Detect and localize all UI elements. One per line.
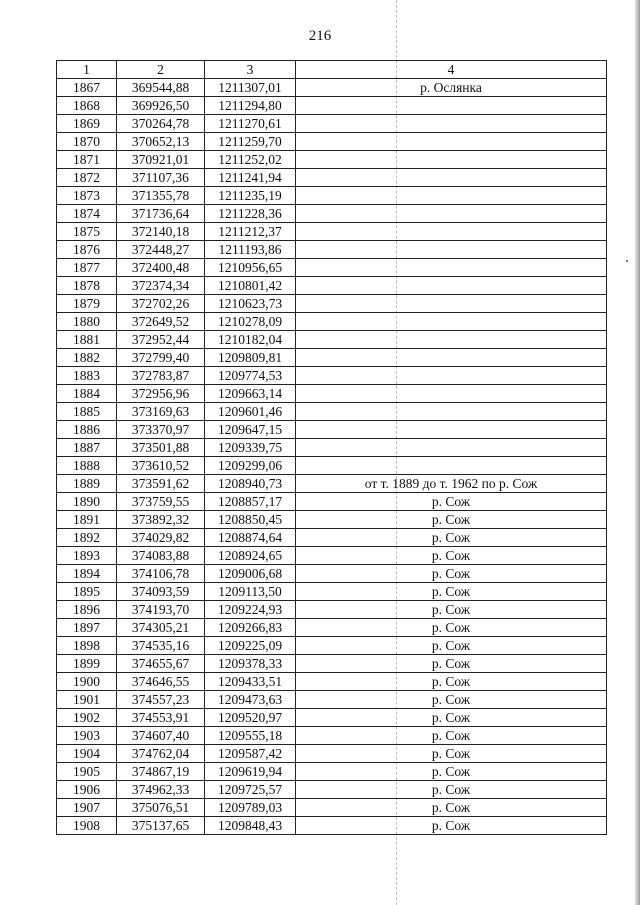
cell-description: р. Сож <box>296 655 607 673</box>
cell-description <box>296 385 607 403</box>
cell-x-coordinate: 373370,97 <box>117 421 205 439</box>
cell-point-number: 1886 <box>57 421 117 439</box>
cell-point-number: 1873 <box>57 187 117 205</box>
table-row <box>57 241 607 259</box>
cell-point-number: 1874 <box>57 205 117 223</box>
cell-x-coordinate: 372448,27 <box>117 241 205 259</box>
table-row <box>57 133 607 151</box>
table-row <box>57 439 607 457</box>
header-point-number: 1 <box>57 61 117 79</box>
cell-y-coordinate: 1209789,03 <box>205 799 296 817</box>
cell-description: р. Сож <box>296 817 607 835</box>
cell-point-number: 1906 <box>57 781 117 799</box>
cell-x-coordinate: 372783,87 <box>117 367 205 385</box>
table-row <box>57 727 607 745</box>
cell-y-coordinate: 1211270,61 <box>205 115 296 133</box>
cell-description: р. Сож <box>296 709 607 727</box>
cell-y-coordinate: 1209520,97 <box>205 709 296 727</box>
cell-description <box>296 349 607 367</box>
cell-description: р. Сож <box>296 691 607 709</box>
table-row <box>57 637 607 655</box>
cell-y-coordinate: 1210278,09 <box>205 313 296 331</box>
cell-point-number: 1868 <box>57 97 117 115</box>
cell-description <box>296 115 607 133</box>
table-row <box>57 529 607 547</box>
table-row <box>57 403 607 421</box>
cell-point-number: 1896 <box>57 601 117 619</box>
cell-x-coordinate: 372649,52 <box>117 313 205 331</box>
cell-point-number: 1875 <box>57 223 117 241</box>
table-row <box>57 367 607 385</box>
cell-y-coordinate: 1209473,63 <box>205 691 296 709</box>
cell-point-number: 1890 <box>57 493 117 511</box>
cell-x-coordinate: 374607,40 <box>117 727 205 745</box>
cell-x-coordinate: 372952,44 <box>117 331 205 349</box>
cell-x-coordinate: 371736,64 <box>117 205 205 223</box>
table-row <box>57 79 607 97</box>
cell-point-number: 1867 <box>57 79 117 97</box>
table-row <box>57 349 607 367</box>
table-row <box>57 331 607 349</box>
table-row <box>57 277 607 295</box>
cell-x-coordinate: 373169,63 <box>117 403 205 421</box>
cell-point-number: 1893 <box>57 547 117 565</box>
cell-y-coordinate: 1209647,15 <box>205 421 296 439</box>
cell-y-coordinate: 1210956,65 <box>205 259 296 277</box>
cell-x-coordinate: 369926,50 <box>117 97 205 115</box>
cell-y-coordinate: 1211294,80 <box>205 97 296 115</box>
cell-description: р. Сож <box>296 583 607 601</box>
table-row <box>57 205 607 223</box>
cell-point-number: 1898 <box>57 637 117 655</box>
cell-description <box>296 277 607 295</box>
header-x-coordinate: 2 <box>117 61 205 79</box>
cell-x-coordinate: 374655,67 <box>117 655 205 673</box>
cell-x-coordinate: 373759,55 <box>117 493 205 511</box>
cell-point-number: 1899 <box>57 655 117 673</box>
table-row <box>57 493 607 511</box>
cell-y-coordinate: 1209619,94 <box>205 763 296 781</box>
cell-x-coordinate: 374553,91 <box>117 709 205 727</box>
cell-description: р. Сож <box>296 619 607 637</box>
cell-y-coordinate: 1211235,19 <box>205 187 296 205</box>
cell-y-coordinate: 1211228,36 <box>205 205 296 223</box>
cell-point-number: 1900 <box>57 673 117 691</box>
cell-y-coordinate: 1208874,64 <box>205 529 296 547</box>
cell-y-coordinate: 1209809,81 <box>205 349 296 367</box>
table-row <box>57 565 607 583</box>
cell-y-coordinate: 1209224,93 <box>205 601 296 619</box>
cell-point-number: 1894 <box>57 565 117 583</box>
table-row <box>57 655 607 673</box>
cell-x-coordinate: 374305,21 <box>117 619 205 637</box>
cell-point-number: 1892 <box>57 529 117 547</box>
cell-point-number: 1877 <box>57 259 117 277</box>
cell-x-coordinate: 372140,18 <box>117 223 205 241</box>
table-row <box>57 583 607 601</box>
cell-description <box>296 223 607 241</box>
cell-point-number: 1884 <box>57 385 117 403</box>
table-header <box>57 61 607 79</box>
table-row <box>57 259 607 277</box>
cell-description: р. Сож <box>296 529 607 547</box>
cell-description <box>296 295 607 313</box>
cell-point-number: 1885 <box>57 403 117 421</box>
cell-description: р. Сож <box>296 637 607 655</box>
cell-point-number: 1902 <box>57 709 117 727</box>
table-row <box>57 673 607 691</box>
cell-point-number: 1891 <box>57 511 117 529</box>
cell-x-coordinate: 374867,19 <box>117 763 205 781</box>
cell-x-coordinate: 374083,88 <box>117 547 205 565</box>
cell-description: р. Сож <box>296 673 607 691</box>
cell-x-coordinate: 374646,55 <box>117 673 205 691</box>
table-row <box>57 169 607 187</box>
cell-description <box>296 151 607 169</box>
scan-right-edge <box>635 0 640 905</box>
cell-y-coordinate: 1209774,53 <box>205 367 296 385</box>
header-row <box>57 61 607 79</box>
cell-x-coordinate: 370652,13 <box>117 133 205 151</box>
cell-description <box>296 241 607 259</box>
table-row <box>57 619 607 637</box>
cell-y-coordinate: 1209006,68 <box>205 565 296 583</box>
cell-y-coordinate: 1211307,01 <box>205 79 296 97</box>
cell-x-coordinate: 371355,78 <box>117 187 205 205</box>
cell-x-coordinate: 372956,96 <box>117 385 205 403</box>
cell-description <box>296 421 607 439</box>
cell-y-coordinate: 1209601,46 <box>205 403 296 421</box>
cell-point-number: 1895 <box>57 583 117 601</box>
table-row <box>57 115 607 133</box>
cell-description <box>296 259 607 277</box>
cell-y-coordinate: 1208850,45 <box>205 511 296 529</box>
table-row <box>57 601 607 619</box>
cell-description <box>296 331 607 349</box>
cell-point-number: 1897 <box>57 619 117 637</box>
cell-description <box>296 313 607 331</box>
cell-y-coordinate: 1209299,06 <box>205 457 296 475</box>
cell-point-number: 1883 <box>57 367 117 385</box>
page-number: 216 <box>308 28 332 44</box>
table-row <box>57 295 607 313</box>
cell-x-coordinate: 373501,88 <box>117 439 205 457</box>
cell-point-number: 1888 <box>57 457 117 475</box>
cell-x-coordinate: 373892,32 <box>117 511 205 529</box>
cell-x-coordinate: 374106,78 <box>117 565 205 583</box>
cell-x-coordinate: 375076,51 <box>117 799 205 817</box>
table-row <box>57 151 607 169</box>
table-row <box>57 421 607 439</box>
header-y-coordinate: 3 <box>205 61 296 79</box>
cell-y-coordinate: 1209555,18 <box>205 727 296 745</box>
cell-description <box>296 439 607 457</box>
table-row <box>57 781 607 799</box>
cell-x-coordinate: 370921,01 <box>117 151 205 169</box>
cell-y-coordinate: 1209587,42 <box>205 745 296 763</box>
cell-x-coordinate: 374557,23 <box>117 691 205 709</box>
cell-x-coordinate: 374193,70 <box>117 601 205 619</box>
cell-x-coordinate: 374535,16 <box>117 637 205 655</box>
cell-description: р. Сож <box>296 727 607 745</box>
cell-point-number: 1908 <box>57 817 117 835</box>
cell-x-coordinate: 373591,62 <box>117 475 205 493</box>
cell-x-coordinate: 372374,34 <box>117 277 205 295</box>
cell-description: р. Сож <box>296 799 607 817</box>
header-description: 4 <box>296 61 607 79</box>
cell-x-coordinate: 375137,65 <box>117 817 205 835</box>
cell-description <box>296 187 607 205</box>
cell-point-number: 1904 <box>57 745 117 763</box>
cell-y-coordinate: 1208857,17 <box>205 493 296 511</box>
cell-point-number: 1876 <box>57 241 117 259</box>
cell-y-coordinate: 1211212,37 <box>205 223 296 241</box>
cell-x-coordinate: 372799,40 <box>117 349 205 367</box>
cell-description: р. Сож <box>296 547 607 565</box>
table-row <box>57 799 607 817</box>
cell-x-coordinate: 374029,82 <box>117 529 205 547</box>
cell-description <box>296 205 607 223</box>
cell-y-coordinate: 1209266,83 <box>205 619 296 637</box>
cell-description: от т. 1889 до т. 1962 по р. Сож <box>296 475 607 493</box>
cell-description: р. Сож <box>296 601 607 619</box>
cell-y-coordinate: 1208924,65 <box>205 547 296 565</box>
table-row <box>57 763 607 781</box>
cell-y-coordinate: 1211193,86 <box>205 241 296 259</box>
cell-description: р. Сож <box>296 493 607 511</box>
table-row <box>57 745 607 763</box>
cell-description <box>296 133 607 151</box>
cell-y-coordinate: 1211241,94 <box>205 169 296 187</box>
cell-x-coordinate: 369544,88 <box>117 79 205 97</box>
cell-y-coordinate: 1209225,09 <box>205 637 296 655</box>
cell-description: р. Сож <box>296 763 607 781</box>
cell-x-coordinate: 372400,48 <box>117 259 205 277</box>
table-body <box>57 79 607 835</box>
scan-speck <box>626 260 628 262</box>
cell-x-coordinate: 372702,26 <box>117 295 205 313</box>
cell-x-coordinate: 374962,33 <box>117 781 205 799</box>
cell-y-coordinate: 1211252,02 <box>205 151 296 169</box>
table-row <box>57 187 607 205</box>
cell-x-coordinate: 371107,36 <box>117 169 205 187</box>
table-row <box>57 313 607 331</box>
cell-description: р. Сож <box>296 745 607 763</box>
table-row <box>57 691 607 709</box>
cell-x-coordinate: 370264,78 <box>117 115 205 133</box>
cell-y-coordinate: 1208940,73 <box>205 475 296 493</box>
cell-x-coordinate: 374093,59 <box>117 583 205 601</box>
table-row <box>57 223 607 241</box>
cell-point-number: 1882 <box>57 349 117 367</box>
table-row <box>57 97 607 115</box>
cell-point-number: 1869 <box>57 115 117 133</box>
cell-point-number: 1903 <box>57 727 117 745</box>
cell-point-number: 1887 <box>57 439 117 457</box>
cell-point-number: 1907 <box>57 799 117 817</box>
cell-point-number: 1870 <box>57 133 117 151</box>
cell-y-coordinate: 1209725,57 <box>205 781 296 799</box>
cell-y-coordinate: 1211259,70 <box>205 133 296 151</box>
cell-x-coordinate: 373610,52 <box>117 457 205 475</box>
table-row <box>57 385 607 403</box>
cell-point-number: 1878 <box>57 277 117 295</box>
cell-point-number: 1881 <box>57 331 117 349</box>
table-row <box>57 475 607 493</box>
cell-point-number: 1901 <box>57 691 117 709</box>
cell-description <box>296 403 607 421</box>
cell-y-coordinate: 1210801,42 <box>205 277 296 295</box>
table-row <box>57 709 607 727</box>
cell-y-coordinate: 1209433,51 <box>205 673 296 691</box>
cell-description: р. Сож <box>296 511 607 529</box>
cell-point-number: 1889 <box>57 475 117 493</box>
cell-point-number: 1905 <box>57 763 117 781</box>
table-row <box>57 817 607 835</box>
cell-description <box>296 457 607 475</box>
cell-description: р. Сож <box>296 781 607 799</box>
cell-description <box>296 169 607 187</box>
cell-x-coordinate: 374762,04 <box>117 745 205 763</box>
cell-y-coordinate: 1210623,73 <box>205 295 296 313</box>
cell-y-coordinate: 1209339,75 <box>205 439 296 457</box>
cell-y-coordinate: 1209378,33 <box>205 655 296 673</box>
cell-y-coordinate: 1210182,04 <box>205 331 296 349</box>
cell-y-coordinate: 1209663,14 <box>205 385 296 403</box>
table-row <box>57 547 607 565</box>
cell-point-number: 1879 <box>57 295 117 313</box>
cell-description: р. Ослянка <box>296 79 607 97</box>
cell-y-coordinate: 1209113,50 <box>205 583 296 601</box>
cell-point-number: 1872 <box>57 169 117 187</box>
cell-point-number: 1871 <box>57 151 117 169</box>
coordinates-table <box>56 60 607 835</box>
cell-description <box>296 367 607 385</box>
cell-y-coordinate: 1209848,43 <box>205 817 296 835</box>
cell-description <box>296 97 607 115</box>
table-row <box>57 457 607 475</box>
cell-description: р. Сож <box>296 565 607 583</box>
table-row <box>57 511 607 529</box>
cell-point-number: 1880 <box>57 313 117 331</box>
